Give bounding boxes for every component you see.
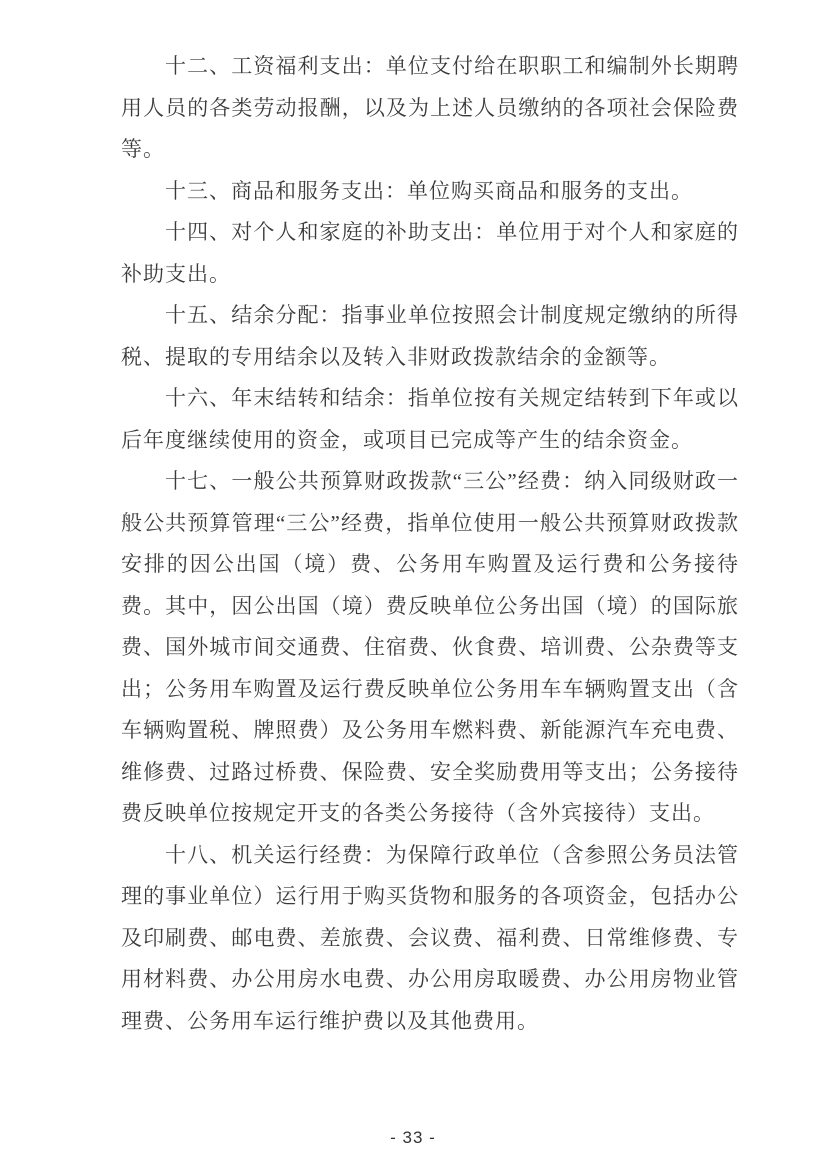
paragraph-17-three-public-funds: 十七、一般公共预算财政拨款“三公”经费：纳入同级财政一般公共预算管理“三公”经费，指单位使用一般公共预算财政拨款安排的因公出国（境）费、公务用车购置及运行费和公务接待费。其中，因公出国（境）费反映单位公务出国（境）的国际旅费、国外城市间交通费、住宿费、伙食费、培训费、公杂费等支出；公务用车购置及运行费反映单位公务用车车辆购置支出（含车辆购置税、牌照费）及公务用车燃料费、新能源汽车充电费、维修费、过路过桥费、保险费、安全奖励费用等支出；公务接待费反映单位按规定开支的各类公务接待（含外宾接待）支出。: [121, 469, 739, 825]
page-number: - 33 -: [390, 1128, 436, 1147]
paragraph-15-surplus-distribution: 十五、结余分配：指事业单位按照会计制度规定缴纳的所得税、提取的专用结余以及转入非财政拨款结余的金额等。: [121, 303, 739, 369]
paragraph-16-year-end-carryover: 十六、年末结转和结余：指单位按有关规定结转到下年或以后年度继续使用的资金，或项目已完成等产生的结余资金。: [121, 386, 739, 452]
paragraph-13-goods-services-expenditure: 十三、商品和服务支出：单位购买商品和服务的支出。: [165, 178, 693, 203]
document-body: [121, 46, 739, 1042]
paragraph-12-salary-welfare-expenditure: 十二、工资福利支出：单位支付给在职职工和编制外长期聘用人员的各类劳动报酬，以及为上述人员缴纳的各项社会保险费等。: [121, 54, 739, 161]
paragraph-14-individual-family-subsidy: 十四、对个人和家庭的补助支出：单位用于对个人和家庭的补助支出。: [121, 220, 739, 286]
paragraph-18-agency-operating-funds: 十八、机关运行经费：为保障行政单位（含参照公务员法管理的事业单位）运行用于购买货物和服务的各项资金，包括办公及印刷费、邮电费、差旅费、会议费、福利费、日常维修费、专用材料费、办公用房水电费、办公用房取暖费、办公用房物业管理费、公务用车运行维护费以及其他费用。: [121, 842, 739, 1033]
